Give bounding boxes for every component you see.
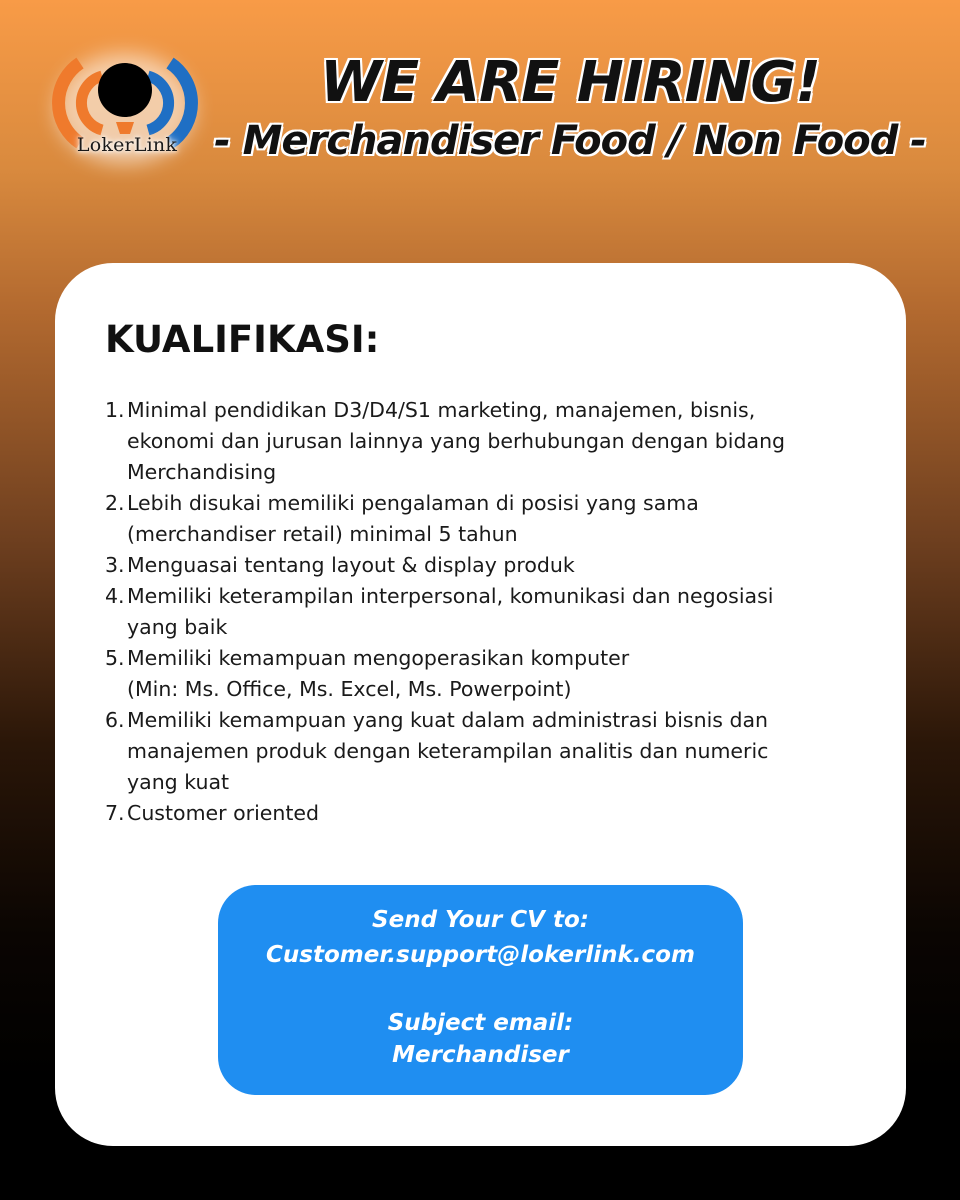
list-item-number: 2. <box>105 491 125 515</box>
list-item <box>105 798 875 829</box>
list-item-text: Memiliki kemampuan mengoperasikan komputer (Min: Ms. Office, Ms. Excel, Ms. Powerpoint) <box>127 646 630 701</box>
list-item-text: Customer oriented <box>127 801 320 825</box>
send-cv-box <box>218 885 743 1095</box>
list-item-text: Memiliki kemampuan yang kuat dalam administrasi bisnis dan manajemen produk dengan keterampilan analitis dan numeric yang kuat <box>127 708 769 794</box>
list-item-number: 7. <box>105 801 125 825</box>
list-item-number: 5. <box>105 646 125 670</box>
list-item <box>105 488 875 550</box>
headline: WE ARE HIRING! <box>320 50 820 115</box>
list-item-text: Lebih disukai memiliki pengalaman di posisi yang sama (merchandiser retail) minimal 5 tahun <box>127 491 699 546</box>
list-item-number: 1. <box>105 398 125 422</box>
list-item <box>105 395 875 488</box>
list-item <box>105 705 875 798</box>
list-item-text: Memiliki keterampilan interpersonal, komunikasi dan negosiasi yang baik <box>127 584 774 639</box>
qualification-title: KUALIFIKASI: <box>105 318 380 361</box>
list-item-number: 6. <box>105 708 125 732</box>
list-item-number: 3. <box>105 553 125 577</box>
subheadline: - Merchandiser Food / Non Food - <box>214 118 926 164</box>
list-item-number: 4. <box>105 584 125 608</box>
send-cv-label: Send Your CV to: <box>372 907 589 933</box>
qualification-list <box>105 395 875 829</box>
list-item <box>105 643 875 705</box>
list-item <box>105 581 875 643</box>
qualification-card <box>55 263 906 1146</box>
subject-label: Subject email: <box>387 1010 574 1036</box>
logo-wordmark: LokerLink <box>76 134 178 156</box>
email-address[interactable]: Customer.support@lokerlink.com <box>266 942 695 968</box>
subject-value: Merchandiser <box>392 1042 569 1068</box>
list-item-text: Menguasai tentang layout & display produk <box>127 553 575 577</box>
list-item <box>105 550 875 581</box>
list-item-text: Minimal pendidikan D3/D4/S1 marketing, manajemen, bisnis, ekonomi dan jurusan lainnya yang berhubungan dengan bidang Merchandising <box>127 398 786 484</box>
lokerlink-logo <box>50 48 200 168</box>
